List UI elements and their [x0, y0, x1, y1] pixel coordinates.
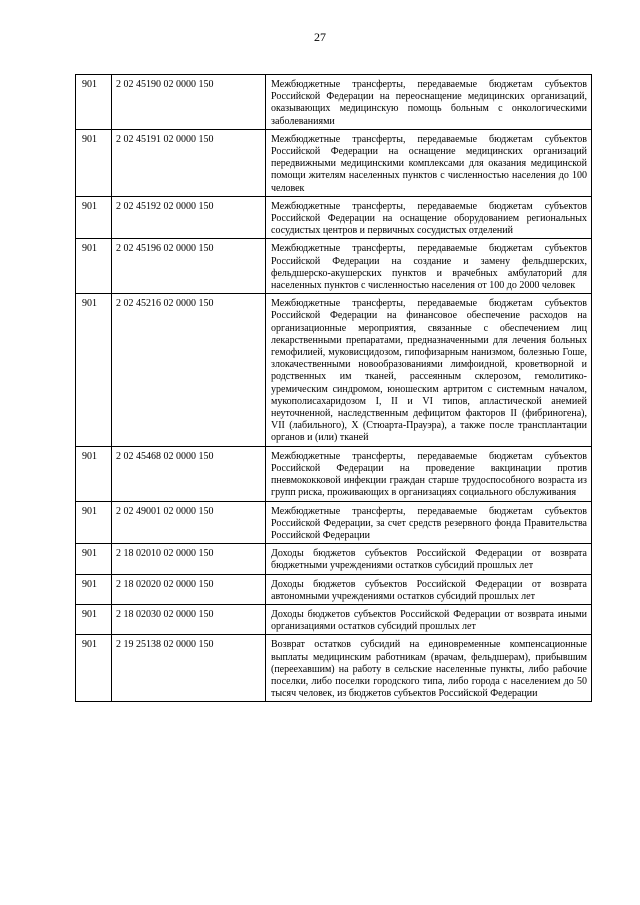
revenue-name-cell: Межбюджетные трансферты, передаваемые бюджетам субъектов Российской Федерации на оснащение медицинских организаций передвижными медицинскими комплексами для оказания медицинской помощи жителям населенных пунктов с численностью населения до 100 человек [266, 129, 592, 196]
budget-code-cell: 2 02 45191 02 0000 150 [112, 129, 266, 196]
table-row [76, 604, 592, 634]
budget-code-cell: 2 02 45216 02 0000 150 [112, 294, 266, 446]
admin-code-cell: 901 [76, 501, 112, 544]
revenue-name-cell: Межбюджетные трансферты, передаваемые бюджетам субъектов Российской Федерации, за счет средств резервного фонда Правительства Российской Федерации [266, 501, 592, 544]
budget-code-cell: 2 18 02030 02 0000 150 [112, 604, 266, 634]
table-row [76, 75, 592, 130]
admin-code-cell: 901 [76, 574, 112, 604]
revenue-name-cell: Межбюджетные трансферты, передаваемые бюджетам субъектов Российской Федерации на финансовое обеспечение расходов на организационные мероприятия, связанные с обеспечением лиц лекарственными препаратами, предназначенными для лечения больных гемофилией, муковисцидозом, гипофизарным нанизмом, болезнью Гоше, злокачественными новообразованиями лимфоидной, кроветворной и родственных им тканей, рассеянным склерозом, гемолитико-уремическим синдромом, юношеским артритом с системным началом, мукополисахаридозом I, II и VI типов, апластической анемией неуточненной, наследственным дефицитом факторов II (фибриногена), VII (лабильного), X (Стюарта-Прауэра), а также после трансплантации органов и (или) тканей [266, 294, 592, 446]
admin-code-cell: 901 [76, 446, 112, 501]
table-row [76, 544, 592, 574]
table-row [76, 501, 592, 544]
budget-code-cell: 2 02 45468 02 0000 150 [112, 446, 266, 501]
revenue-name-cell: Межбюджетные трансферты, передаваемые бюджетам субъектов Российской Федерации на оснащение оборудованием региональных сосудистых центров и первичных сосудистых отделений [266, 196, 592, 239]
admin-code-cell: 901 [76, 294, 112, 446]
admin-code-cell: 901 [76, 129, 112, 196]
revenue-name-cell: Доходы бюджетов субъектов Российской Федерации от возврата бюджетными учреждениями остатков субсидий прошлых лет [266, 544, 592, 574]
table-row [76, 239, 592, 294]
admin-code-cell: 901 [76, 196, 112, 239]
revenue-name-cell: Доходы бюджетов субъектов Российской Федерации от возврата иными организациями остатков субсидий прошлых лет [266, 604, 592, 634]
budget-code-cell: 2 02 45196 02 0000 150 [112, 239, 266, 294]
budget-code-cell: 2 02 49001 02 0000 150 [112, 501, 266, 544]
page-number: 27 [314, 30, 326, 44]
admin-code-cell: 901 [76, 239, 112, 294]
revenue-name-cell: Межбюджетные трансферты, передаваемые бюджетам субъектов Российской Федерации на создание и замену фельдшерских, фельдшерско-акушерских пунктов и врачебных амбулаторий для населенных пунктов с численностью населения от 100 до 2000 человек [266, 239, 592, 294]
admin-code-cell: 901 [76, 75, 112, 130]
table-row [76, 129, 592, 196]
table-row [76, 446, 592, 501]
admin-code-cell: 901 [76, 635, 112, 702]
revenue-name-cell: Межбюджетные трансферты, передаваемые бюджетам субъектов Российской Федерации на переоснащение медицинских организаций, оказывающих медицинскую помощь больным с онкологическими заболеваниями [266, 75, 592, 130]
revenue-name-cell: Возврат остатков субсидий на единовременные компенсационные выплаты медицинским работникам (врачам, фельдшерам), прибывшим (переехавшим) на работу в сельские населенные пункты, либо рабочие поселки, либо поселки городского типа, либо города с населением до 50 тысяч человек, из бюджетов субъектов Российской Федерации [266, 635, 592, 702]
budget-code-cell: 2 02 45190 02 0000 150 [112, 75, 266, 130]
table-row [76, 196, 592, 239]
budget-code-cell: 2 18 02010 02 0000 150 [112, 544, 266, 574]
table-row [76, 635, 592, 702]
budget-code-cell: 2 18 02020 02 0000 150 [112, 574, 266, 604]
budget-code-cell: 2 02 45192 02 0000 150 [112, 196, 266, 239]
admin-code-cell: 901 [76, 544, 112, 574]
table-row [76, 294, 592, 446]
budget-code-cell: 2 19 25138 02 0000 150 [112, 635, 266, 702]
revenue-name-cell: Межбюджетные трансферты, передаваемые бюджетам субъектов Российской Федерации на проведение вакцинации против пневмококковой инфекции граждан старше трудоспособного возраста из групп риска, проживающих в организациях социального обслуживания [266, 446, 592, 501]
budget-classification-table [75, 74, 592, 702]
table-row [76, 574, 592, 604]
admin-code-cell: 901 [76, 604, 112, 634]
revenue-name-cell: Доходы бюджетов субъектов Российской Федерации от возврата автономными учреждениями остатков субсидий прошлых лет [266, 574, 592, 604]
